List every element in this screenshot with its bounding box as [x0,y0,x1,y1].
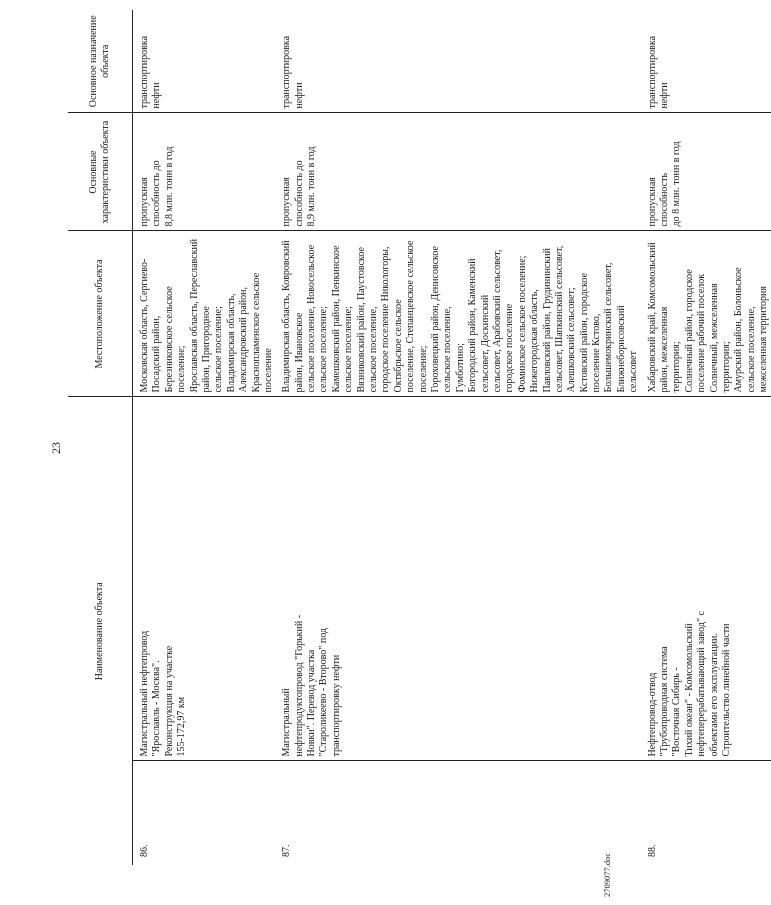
object-name [275,397,640,761]
object-location [641,231,771,397]
object-name-line: Тихий океан" - Комсомольский [683,623,695,757]
header-location: Местоположение объекта [68,231,133,397]
object-location [133,231,276,397]
header-purpose: Основное назначение объекта [68,10,133,113]
object-characteristics-line: способность до [151,160,163,227]
object-name [133,397,276,761]
object-name-line: нефтепродуктопровод "Горький - [293,614,305,757]
object-characteristics-line: способность [659,172,671,227]
object-location-line: Богородский район, Каменский сельсовет, Доскинский [467,258,491,393]
object-location-line: Березниковское сельское поселение; [163,286,188,393]
object-name-line: Магистральный нефтепровод [139,630,150,757]
object-location [275,231,640,397]
header-name: Наименование объекта [68,397,133,865]
object-name-line: Магистральный [281,688,293,757]
object-characteristics [275,113,640,231]
object-name-line: объектами его эксплуатации. [708,633,720,757]
object-characteristics [133,113,276,231]
object-location-line: сельсовет, Арабовский сельсовет, городское поселение [491,249,516,393]
object-location-line: Краснопламенское сельское поселение [250,272,274,393]
object-location-line: Кстовский район, городское поселение Кстово, [578,273,603,393]
object-location-line: Амурский район, Болоньское сельское поселение, [733,267,757,393]
object-location-line: Владимирская область, Ковровский район, Ивановское [281,240,305,393]
object-location-line: Фоминское сельское поселение; [516,255,528,393]
object-name-line: "Трубопроводная система [659,646,671,757]
object-characteristics-line: пропускная [139,177,150,227]
object-location-line: Ярославская область, Переславский район, Пригородное [188,238,212,393]
object-name-line: "Восточная Сибирь - [671,667,683,757]
object-purpose: транспортировка нефти [641,10,771,113]
object-location-line: сельское поселение; [213,306,225,393]
object-location-line: Камешковский район, Пенкинское сельское поселение; [330,245,355,393]
table-row [641,10,771,865]
object-location-line: территория; [671,341,683,393]
object-location-line: Гороховецкий район, Денисовское сельское поселение, [429,246,454,393]
header-characteristics: Основные характеристики объекта [68,113,133,231]
object-location-line: Большемокринский сельсовет, Ближнеборисовский [603,262,627,393]
object-name-line: Нефтепровод-отвод [646,672,658,757]
object-location-line: Московская область, Сергиево-Посадский район, [139,258,163,393]
object-characteristics [641,113,771,231]
object-characteristics-line: пропускная [281,177,293,227]
object-purpose: транспортировка нефти [275,10,640,113]
table-header-row [68,10,133,865]
row-number: 87. [281,844,293,857]
document-id: 2709077.doc [602,852,612,897]
object-location-line: Солнечный, межселенная территория; [708,283,732,393]
row-number: 88. [646,844,658,857]
objects-table [68,10,771,865]
table-row [275,10,640,865]
object-location-line: городское поселение Никологоры, Октябрьское сельское [380,246,404,393]
object-characteristics-line: до 8 млн. тонн в год [671,141,683,227]
object-characteristics-line: способность до [293,160,305,227]
object-purpose: транспортировка нефти [133,10,276,113]
object-location-line: сельсовет [628,351,640,393]
object-location-line: межселенная территория [758,285,770,393]
object-name-line: 155-172,97 км [176,696,188,757]
object-location-line: Солнечный район, городское поселение рабочий поселок [683,269,708,393]
object-location-line: сельское поселение, Новосельское сельское поселение; [306,244,330,393]
object-name-line: "Ярославль - Москва". [151,660,163,757]
object-location-line: Гумботино; [454,343,466,393]
object-name-line: Новки". Перевод участка [306,649,318,757]
object-location-line: Владимирская область, Александровский район, [225,286,250,393]
object-name-line: транспортировку нефти [330,654,342,757]
object-name-line: нефтеперерабатывающий завод" с [696,611,708,757]
object-location-line: сельсовет, Шапкинский сельсовет, Алешковский сельсовет; [553,245,578,393]
object-location-line: Вязниковский район, Паустовское сельское поселение, [355,247,380,393]
object-characteristics-line: 8,9 млн. тонн в год [306,146,318,227]
object-characteristics-line: пропускная [646,177,658,227]
object-location-line: поселение, Степанцевское сельское поселение; [405,240,429,393]
object-name-line: "Староликеево - Второво" под [318,627,330,757]
object-location-line: Нижегородская область, Павловский район, Грудининский [529,248,553,393]
object-name-line: Строительство линейной части [720,623,732,757]
page-number: 23 [49,442,63,454]
object-name-line: Реконструкция на участке [163,645,175,757]
object-name [641,397,771,761]
table-row [133,10,276,865]
object-characteristics-line: 8,8 млн. тонн в год [163,146,175,227]
row-number: 86. [139,844,150,857]
object-location-line: Хабаровский край, Комсомольский район, межселенная [646,242,671,393]
